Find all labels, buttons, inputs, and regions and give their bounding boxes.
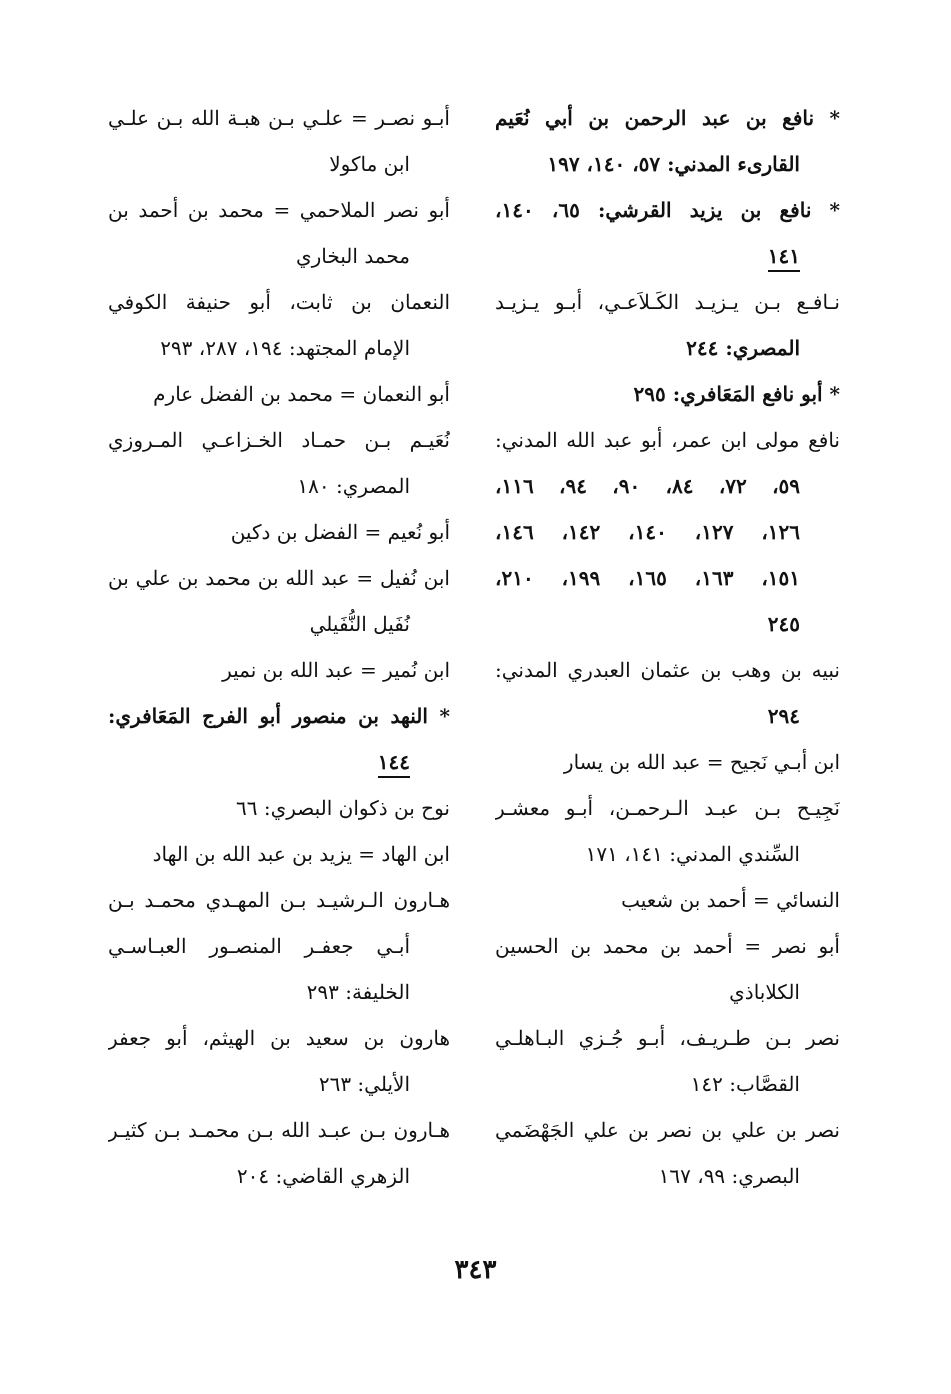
index-line: أبـي جعفـر المنصـور العبـاسـي	[108, 934, 410, 958]
index-line: نافع مولى ابن عمر، أبو عبد الله المدني:	[495, 428, 840, 452]
index-line: المصري: ١٨٠	[297, 474, 410, 498]
index-line: * نافع بن يزيد القرشي: ٦٥، ١٤٠،	[495, 198, 840, 222]
index-column-right	[495, 95, 840, 1199]
index-column-left	[108, 95, 450, 1199]
index-line: ابن ماكولا	[329, 152, 410, 176]
index-line: الكلاباذي	[729, 980, 800, 1004]
index-line: القارىء المدني: ٥٧، ١٤٠، ١٩٧	[547, 152, 800, 176]
underlined-page-ref: ١٤١	[768, 244, 800, 272]
index-line: أبـو نصـر = علـي بـن هبـة الله بـن علـي	[108, 106, 450, 130]
index-line: الزهري القاضي: ٢٠٤	[236, 1164, 410, 1188]
index-line: نصر بن علي بن نصر بن علي الجَهْضَمي	[495, 1118, 840, 1142]
index-line: نَجِيـح بـن عبـد الـرحمـن، أبـو معشـر	[495, 796, 840, 820]
index-line: أبو نصر = أحمد بن محمد بن الحسين	[495, 934, 840, 958]
index-line: المصري: ٢٤٤	[686, 336, 800, 360]
index-line: أبو نصر الملاحمي = محمد بن أحمد بن	[108, 198, 450, 222]
index-line: النسائي = أحمد بن شعيب	[621, 888, 840, 912]
index-line: * نافع بن عبد الرحمن بن أبي نُعَيم	[495, 106, 840, 130]
index-line: ١٥١، ١٦٣، ١٦٥، ١٩٩، ٢١٠،	[495, 566, 801, 590]
index-line: السِّندي المدني: ١٤١، ١٧١	[585, 842, 800, 866]
index-line: * أبو نافع المَعَافري: ٢٩٥	[633, 382, 840, 406]
index-line: النعمان بن ثابت، أبو حنيفة الكوفي	[108, 290, 450, 314]
index-line: هارون بن سعيد بن الهيثم، أبو جعفر	[108, 1026, 450, 1050]
index-line: ابن نُفيل = عبد الله بن محمد بن علي بن	[108, 566, 450, 590]
index-line: ١٢٦، ١٢٧، ١٤٠، ١٤٢، ١٤٦،	[495, 520, 801, 544]
index-line: نبيه بن وهب بن عثمان العبدري المدني:	[495, 658, 840, 682]
index-line: الخليفة: ٢٩٣	[306, 980, 410, 1004]
index-line: ٢٩٤	[767, 704, 800, 728]
index-line: نوح بن ذكوان البصري: ٦٦	[236, 796, 450, 820]
index-line: نصر بـن طـريـف، أبـو جُـزي البـاهلـي	[495, 1026, 840, 1050]
index-line: ابن نُمير = عبد الله بن نمير	[222, 658, 450, 682]
index-line: البصري: ٩٩، ١٦٧	[658, 1164, 800, 1188]
index-line: هـارون الـرشيـد بـن المهـدي محمـد بـن	[108, 888, 450, 912]
index-line: ابن أبـي نَجيح = عبد الله بن يسار	[563, 750, 840, 774]
index-line: الإمام المجتهد: ١٩٤، ٢٨٧، ٢٩٣	[160, 336, 410, 360]
index-line	[495, 233, 840, 279]
index-line: الأيلي: ٢٦٣	[318, 1072, 410, 1096]
index-line: أبو النعمان = محمد بن الفضل عارم	[153, 382, 450, 406]
index-line: ٢٤٥	[767, 612, 800, 636]
index-line: هـارون بـن عبـد الله بـن محمـد بـن كثيـر	[108, 1118, 450, 1142]
index-line: القصَّاب: ١٤٢	[690, 1072, 800, 1096]
index-line: محمد البخاري	[295, 244, 410, 268]
underlined-page-ref: ١٤٤	[378, 750, 410, 778]
index-line: * النهد بن منصور أبو الفرج المَعَافري:	[108, 704, 450, 728]
index-line	[108, 739, 450, 785]
index-line: ابن الهاد = يزيد بن عبد الله بن الهاد	[152, 842, 450, 866]
page-number: ٣٤٣	[454, 1255, 497, 1285]
index-line: نـافـع بـن يـزيـد الكَـلاَعـي، أبـو يـزيـد	[495, 290, 840, 314]
index-line: نُفَيل النُّفَيلي	[309, 612, 410, 636]
index-line: أبو نُعيم = الفضل بن دكين	[230, 520, 450, 544]
index-line: نُعَيـم بـن حمـاد الخـزاعـي المـروزي	[108, 428, 450, 452]
index-line: ٥٩، ٧٢، ٨٤، ٩٠، ٩٤، ١١٦،	[495, 474, 801, 498]
